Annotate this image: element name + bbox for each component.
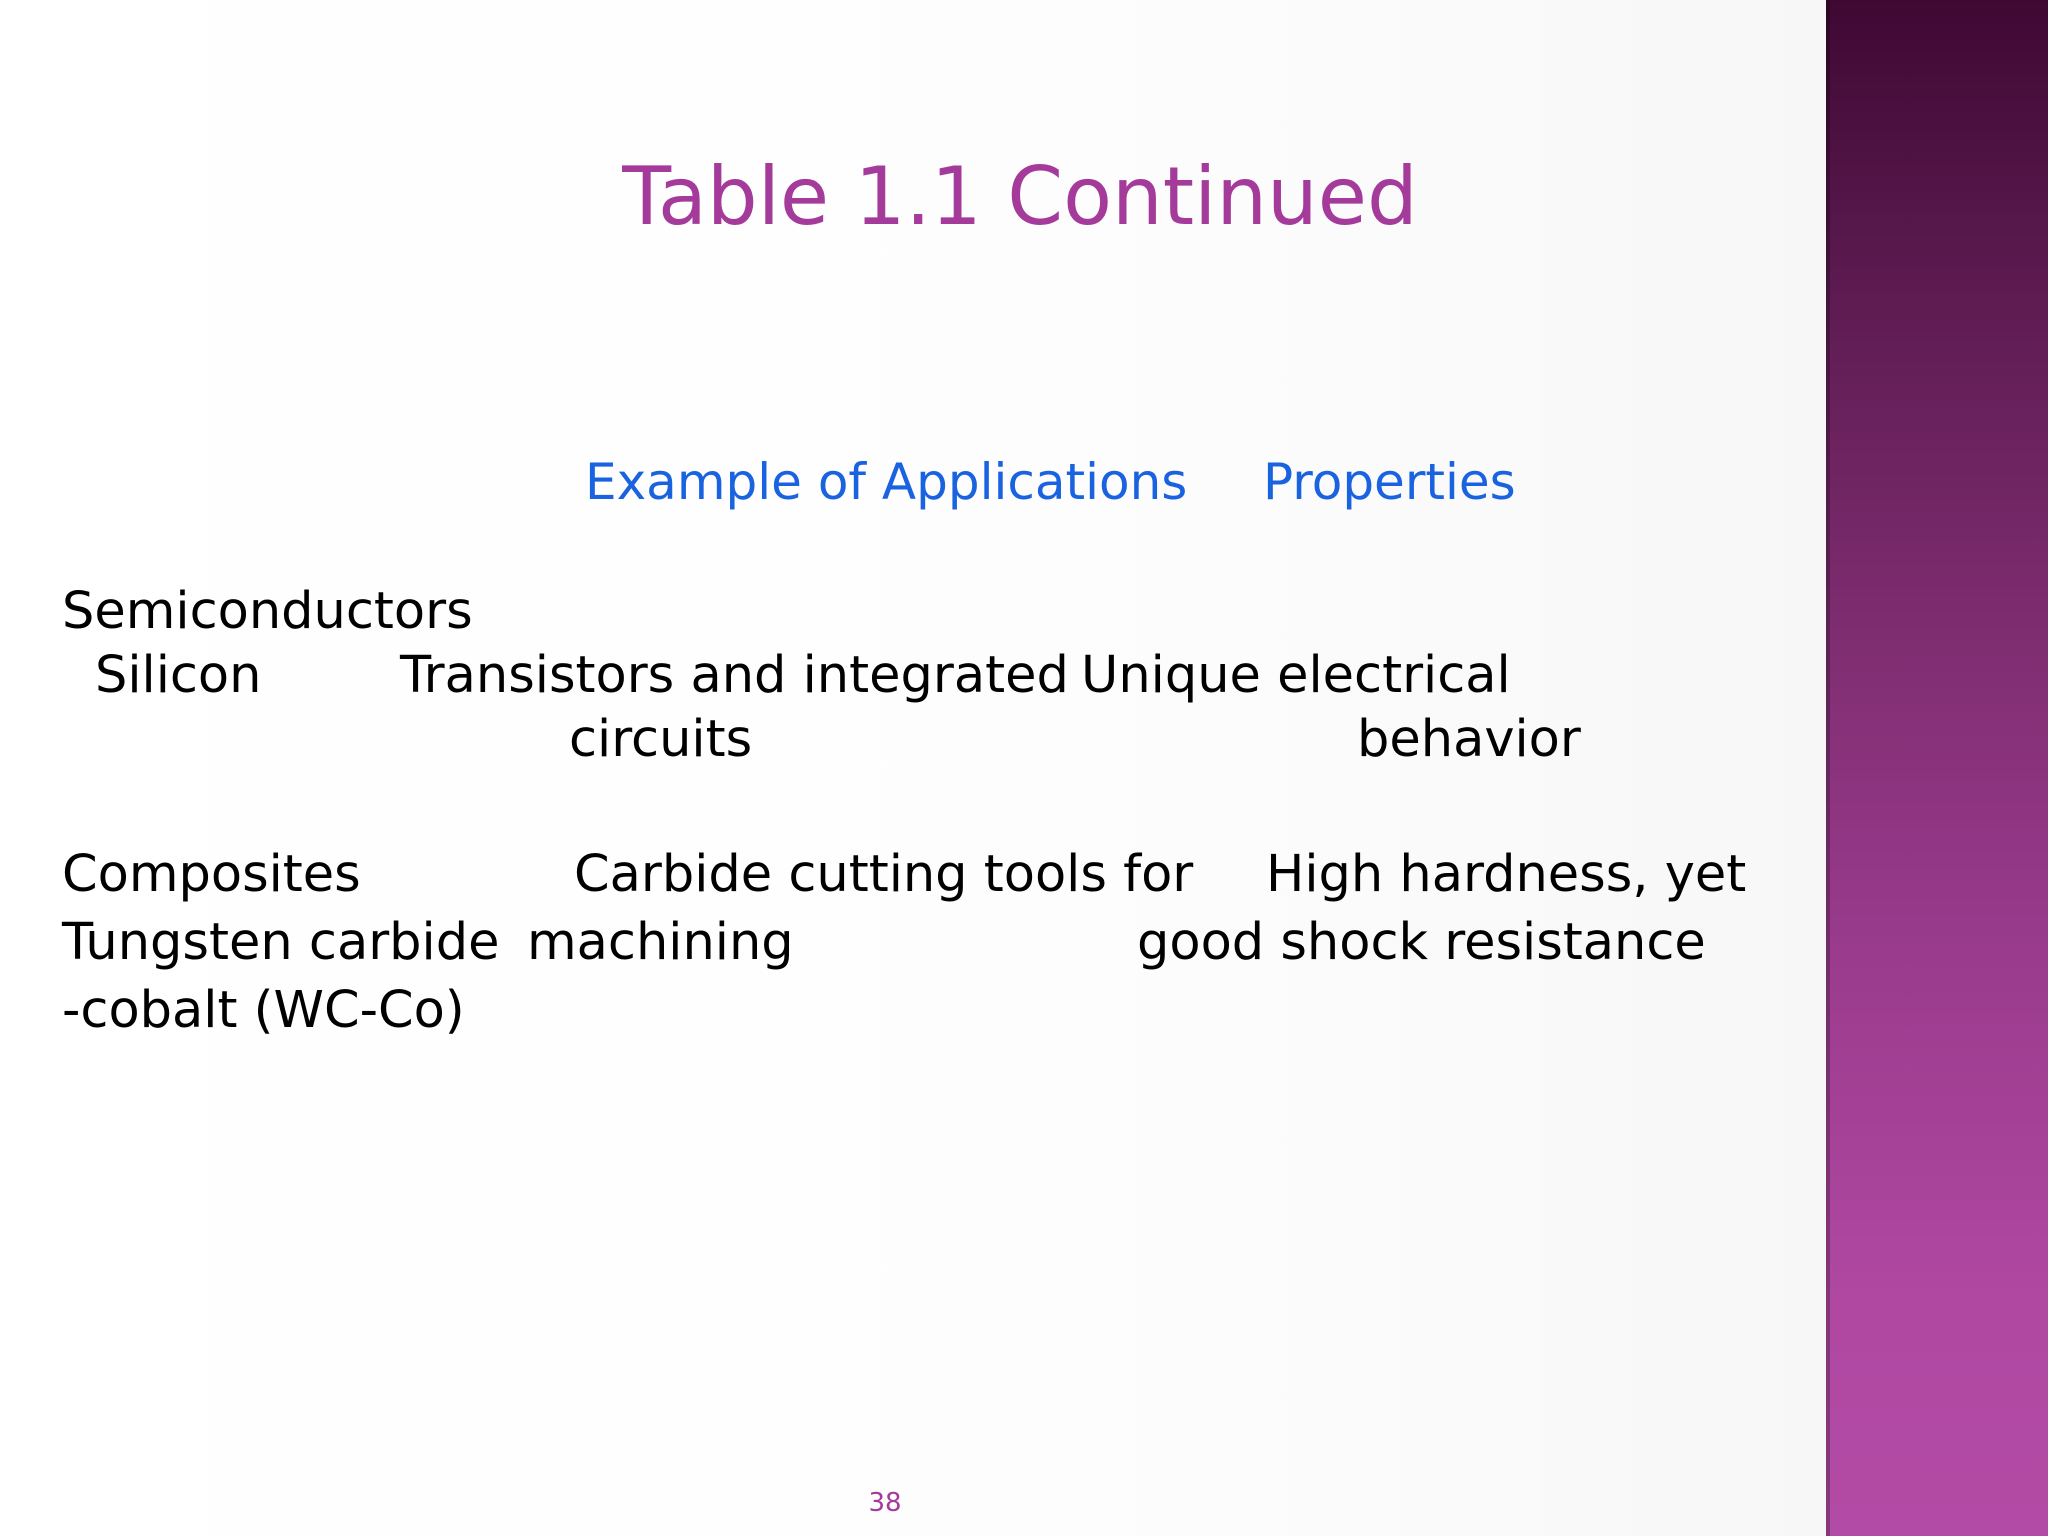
property-silicon-line-1: Unique electrical xyxy=(1081,646,1511,705)
header-properties: Properties xyxy=(1263,453,1516,511)
slide-title: Table 1.1 Continued xyxy=(622,150,1418,243)
material-wcco-line-1: Tungsten carbide xyxy=(62,913,500,972)
application-silicon-line-2: circuits xyxy=(569,710,753,769)
property-wcco-line-2: good shock resistance xyxy=(1137,913,1706,972)
decorative-side-band xyxy=(1826,0,2048,1536)
category-semiconductors: Semiconductors xyxy=(62,582,473,641)
property-silicon-line-2: behavior xyxy=(1357,710,1581,769)
property-wcco-line-1: High hardness, yet xyxy=(1266,845,1747,904)
application-wcco-line-2: machining xyxy=(527,913,794,972)
category-composites: Composites xyxy=(62,845,361,904)
material-silicon: Silicon xyxy=(95,646,262,705)
application-silicon-line-1: Transistors and integrated xyxy=(400,646,1069,705)
material-wcco-line-2: -cobalt (WC-Co) xyxy=(62,981,465,1040)
application-wcco-line-1: Carbide cutting tools for xyxy=(574,845,1194,904)
page-number: 38 xyxy=(868,1488,902,1518)
header-applications: Example of Applications xyxy=(585,453,1188,511)
